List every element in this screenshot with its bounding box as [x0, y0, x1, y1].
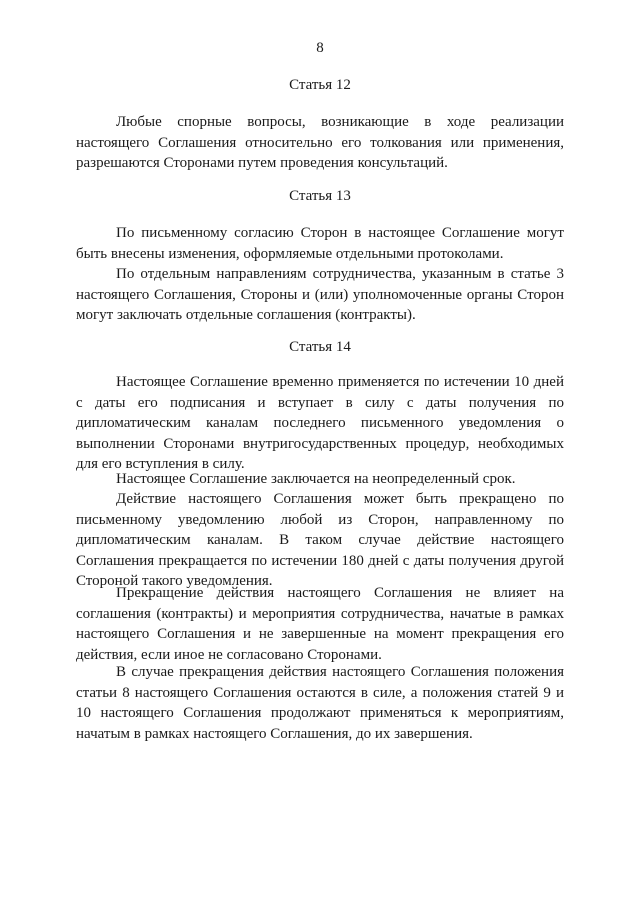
article-14-paragraph-2: Настоящее Соглашение заключается на неопределенный срок.	[116, 471, 516, 487]
article-14-paragraph-5: В случае прекращения действия настоящего Соглашения положения статьи 8 настоящего Соглашения остаются в силе, а положения статей 9 и 10 настоящего Соглашения продолжают применяться к мероприятиям, начатым в рамках настоящего Соглашения, до их завершения.	[76, 664, 564, 742]
article-14-paragraph-4: Прекращение действия настоящего Соглашения не влияет на соглашения (контракты) и мероприятия сотрудничества, начатые в рамках настоящего Соглашения и не завершенные на момент прекращения его действия, если иное не согласовано Сторонами.	[76, 585, 564, 663]
article-14-paragraph-3: Действие настоящего Соглашения может быть прекращено по письменному уведомлению любой из Сторон, направленному по дипломатическим каналам. В таком случае действие настоящего Соглашения прекращается по истечении 180 дней с даты получения другой Стороной такого уведомления.	[76, 491, 564, 590]
article-12-heading: Статья 12	[289, 77, 351, 93]
article-14-paragraph-1: Настоящее Соглашение временно применяется по истечении 10 дней с даты его подписания и вступает в силу с даты получения по дипломатическим каналам последнего письменного уведомления о выполнении Сторонами внутригосударственных процедур, необходимых для его вступления в силу.	[76, 374, 564, 473]
article-13-paragraph-1: По письменному согласию Сторон в настоящее Соглашение могут быть внесены изменения, оформляемые отдельными протоколами.	[76, 225, 564, 262]
article-13-paragraph-2: По отдельным направлениям сотрудничества, указанным в статье 3 настоящего Соглашения, Стороны и (или) уполномоченные органы Сторон могут заключать отдельные соглашения (контракты).	[76, 266, 564, 324]
article-13-heading: Статья 13	[289, 188, 351, 204]
page-number: 8	[316, 40, 324, 56]
article-12-paragraph-1: Любые спорные вопросы, возникающие в ходе реализации настоящего Соглашения относительно его толкования или применения, разрешаются Сторонами путем проведения консультаций.	[76, 114, 564, 172]
article-14-heading: Статья 14	[289, 339, 351, 355]
